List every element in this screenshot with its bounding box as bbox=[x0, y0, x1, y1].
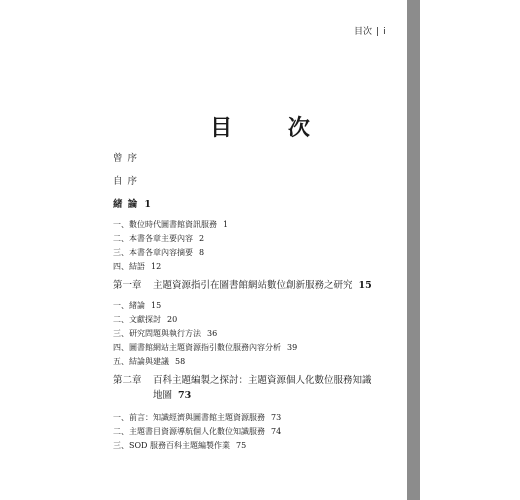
toc-entry-introduction[interactable] bbox=[113, 199, 152, 210]
chapter-number: 第二章 bbox=[113, 375, 142, 386]
chapter-title-cont: 地圖 bbox=[153, 390, 173, 401]
toc-entry-label: 自 序 bbox=[113, 176, 139, 187]
toc-entry-label: 二、文獻探討 bbox=[113, 315, 161, 324]
toc-entry-page: 2 bbox=[199, 234, 205, 243]
toc-entry-ch2-2[interactable] bbox=[113, 426, 281, 437]
chapter-title: 主題資源指引在圖書館網站數位創新服務之研究 bbox=[153, 280, 353, 291]
toc-entry-label: 緒 論 bbox=[113, 199, 139, 210]
toc-entry-preface-zeng[interactable] bbox=[113, 153, 138, 164]
chapter-number: 第一章 bbox=[113, 280, 142, 291]
toc-entry-label: 二、本書各章主要內容 bbox=[113, 234, 193, 243]
toc-entry-label: 五、結論與建議 bbox=[113, 357, 169, 366]
running-head-label: 目次 bbox=[354, 27, 373, 37]
toc-entry-page: 73 bbox=[271, 413, 282, 422]
toc-entry-page: 39 bbox=[287, 343, 298, 352]
toc-entry-page: 74 bbox=[271, 427, 282, 436]
toc-entry-ch2-1[interactable] bbox=[113, 412, 281, 423]
toc-entry-ch1-5[interactable] bbox=[113, 356, 185, 367]
toc-entry-ch1-3[interactable] bbox=[113, 328, 217, 339]
toc-entry-label: 四、圖書館網站主題資源指引數位服務內容分析 bbox=[113, 343, 281, 352]
page-title: 目 次 bbox=[210, 116, 334, 141]
running-head-page: i bbox=[383, 27, 386, 37]
toc-entry-page: 36 bbox=[207, 329, 218, 338]
running-head bbox=[354, 24, 386, 37]
chapter-title: 百科主題編製之探討：主題資源個人化數位服務知識 bbox=[153, 375, 372, 386]
toc-entry-label: 四、結語 bbox=[113, 262, 145, 271]
toc-entry-intro-2[interactable] bbox=[113, 233, 204, 244]
toc-entry-page: 20 bbox=[167, 315, 178, 324]
toc-entry-intro-3[interactable] bbox=[113, 247, 204, 258]
toc-entry-label: 一、緒論 bbox=[113, 301, 145, 310]
toc-entry-page: 12 bbox=[151, 262, 162, 271]
toc-entry-page: 15 bbox=[358, 280, 372, 291]
toc-entry-preface-author[interactable] bbox=[113, 176, 138, 187]
toc-entry-ch1-1[interactable] bbox=[113, 300, 161, 311]
toc-entry-chapter-1[interactable] bbox=[113, 280, 372, 291]
toc-entry-page: 75 bbox=[236, 441, 247, 450]
toc-entry-page: 8 bbox=[199, 248, 205, 257]
toc-entry-intro-4[interactable] bbox=[113, 261, 161, 272]
toc-entry-chapter-2[interactable] bbox=[113, 375, 372, 386]
toc-entry-page: 73 bbox=[178, 390, 192, 401]
running-head-separator: | bbox=[376, 27, 380, 37]
toc-entry-page: 1 bbox=[223, 220, 229, 229]
toc-entry-intro-1[interactable] bbox=[113, 219, 228, 230]
toc-entry-ch1-2[interactable] bbox=[113, 314, 177, 325]
toc-entry-label: 三、本書各章內容摘要 bbox=[113, 248, 193, 257]
toc-entry-label: 二、主題書目資源導航個人化數位知識服務 bbox=[113, 427, 265, 436]
toc-entry-page: 15 bbox=[151, 301, 162, 310]
page-edge-tab bbox=[407, 0, 420, 500]
toc-entry-label: 一、數位時代圖書館資訊服務 bbox=[113, 220, 217, 229]
toc-entry-ch1-4[interactable] bbox=[113, 342, 297, 353]
toc-entry-page: 1 bbox=[144, 199, 152, 210]
toc-entry-label: 三、SOD 服務百科主題編製作業 bbox=[113, 441, 230, 450]
toc-entry-label: 三、研究問題與執行方法 bbox=[113, 329, 201, 338]
toc-entry-label: 一、前言：知識經濟與圖書館主題資源服務 bbox=[113, 413, 265, 422]
toc-entry-chapter-2-cont[interactable] bbox=[120, 390, 191, 401]
toc-entry-label: 曾 序 bbox=[113, 153, 139, 164]
toc-entry-ch2-3[interactable] bbox=[113, 440, 246, 451]
toc-entry-page: 58 bbox=[175, 357, 186, 366]
